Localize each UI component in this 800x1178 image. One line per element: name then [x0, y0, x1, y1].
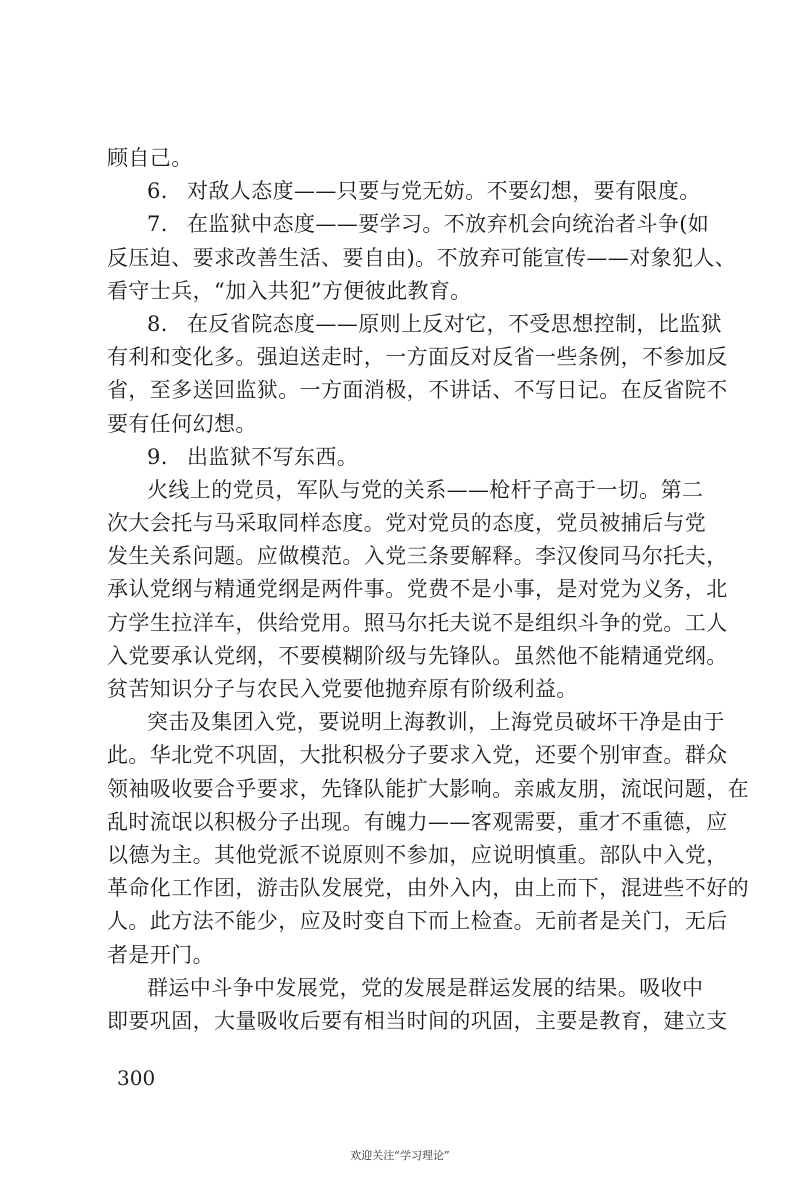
- item-number: 8.: [147, 311, 168, 336]
- item-number: 6.: [147, 179, 168, 204]
- list-item-7: [107, 208, 710, 241]
- text-line: 以德为主。其他党派不说原则不参加，应说明慎重。部队中入党，: [107, 842, 728, 867]
- text-line: 在监狱中态度——要学习。不放弃机会向统治者斗争(如: [187, 212, 710, 237]
- text-line: 顾自己。: [107, 146, 193, 170]
- list-item-6: [107, 175, 699, 208]
- text-line: 省，至多送回监狱。一方面消极，不讲话、不写日记。在反省院不: [107, 378, 728, 403]
- text-line: 贫苦知识分子与农民入党要他抛弃原有阶级利益。: [107, 677, 578, 701]
- item-number: 7.: [147, 212, 168, 237]
- text-line: 次大会托与马采取同样态度。党对党员的态度，党员被捕后与党: [107, 511, 707, 536]
- text-line: 看守士兵，“加入共犯”方便彼此教育。: [107, 278, 472, 303]
- list-item-8: [107, 308, 722, 341]
- text-line: 者是开门。: [107, 942, 214, 967]
- text-line: 发生关系问题。应做模范。入党三条要解释。李汉俊同马尔托夫，: [107, 544, 728, 569]
- text-line: 承认党纲与精通党纲是两件事。党费不是小事，是对党为义务，北: [107, 577, 728, 602]
- text-line: 有利和变化多。强迫送走时，一方面反对反省一些条例，不参加反: [107, 345, 728, 370]
- text-line: 对敌人态度——只要与党无妨。不要幻想，要有限度。: [187, 179, 701, 204]
- text-line: 在反省院态度——原则上反对它，不受思想控制，比监狱: [187, 311, 722, 336]
- document-body: [107, 142, 749, 1038]
- text-line: 革命化工作团，游击队发展党，由外入内，由上而下，混进些不好的: [107, 876, 749, 901]
- paragraph-start: 火线上的党员，军队与党的关系——枪杆子高于一切。第二: [147, 477, 704, 502]
- paragraph-start: 突击及集团入党，要说明上海教训，上海党员破坏干净是由于: [147, 710, 725, 735]
- text-line: 此。华北党不巩固，大批积极分子要求入党，还要个别审查。群众: [107, 743, 728, 768]
- text-line: 领袖吸收要合乎要求，先锋队能扩大影响。亲戚友朋，流氓问题，在: [107, 776, 749, 801]
- text-line: 出监狱不写东西。: [187, 444, 359, 469]
- text-line: 要有任何幻想。: [107, 411, 257, 436]
- text-line: 反压迫、要求改善生活、要自由)。不放弃可能宣传——对象犯人、: [107, 245, 737, 270]
- footer-watermark-text: 欢迎关注“学习理论”: [350, 1149, 450, 1162]
- list-item-9: [107, 441, 699, 474]
- page-number: 300: [117, 1066, 156, 1090]
- text-line: 乱时流氓以积极分子出现。有魄力——客观需要，重才不重德，应: [107, 809, 728, 834]
- item-number: 9.: [147, 444, 168, 469]
- text-line: 人。此方法不能少，应及时变自下而上检查。无前者是关门，无后: [107, 909, 728, 934]
- paragraph-start: 群运中斗争中发展党，党的发展是群运发展的结果。吸收中: [147, 975, 704, 1000]
- text-line: 即要巩固，大量吸收后要有相当时间的巩固，主要是教育，建立支: [107, 1008, 728, 1033]
- text-line: 入党要承认党纲，不要模糊阶级与先锋队。虽然他不能精通党纲。: [107, 643, 728, 668]
- text-line: 方学生拉洋车，供给党用。照马尔托夫说不是组织斗争的党。工人: [107, 610, 728, 635]
